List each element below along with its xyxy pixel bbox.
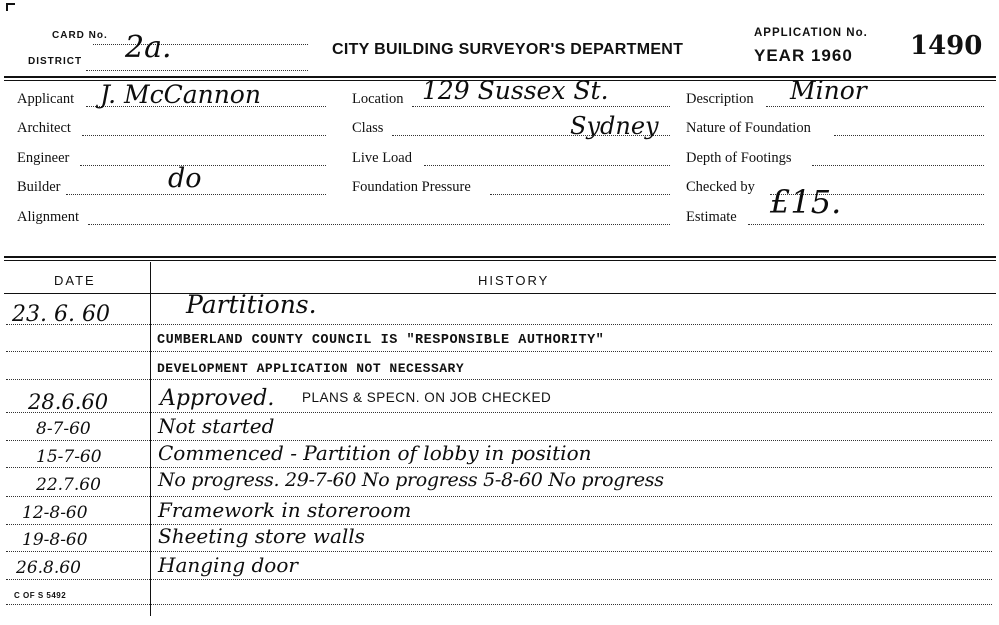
foundation-pressure-label: Foundation Pressure bbox=[352, 179, 471, 195]
history-date: 15-7-60 bbox=[36, 447, 102, 467]
applicant-value: J. McCannon bbox=[100, 80, 261, 109]
class-value: Sydney bbox=[570, 112, 659, 140]
description-label: Description bbox=[686, 91, 754, 107]
date-column-divider bbox=[150, 262, 151, 616]
checked-by-label: Checked by bbox=[686, 179, 755, 195]
history-date: 23. 6. 60 bbox=[12, 302, 110, 327]
year-label: YEAR 1960 bbox=[754, 46, 853, 65]
history-entry-handwritten: Hanging door bbox=[158, 553, 298, 577]
corner-mark-vertical bbox=[6, 3, 8, 11]
section-rule-top bbox=[4, 256, 996, 258]
history-date: 12-8-60 bbox=[22, 503, 88, 523]
live-load-label: Live Load bbox=[352, 150, 412, 166]
form-code: C OF S 5492 bbox=[14, 591, 67, 600]
class-label: Class bbox=[352, 120, 384, 136]
history-entry-handwritten: Not started bbox=[158, 414, 275, 438]
history-date: 22.7.60 bbox=[36, 475, 101, 495]
history-row-line bbox=[6, 351, 992, 352]
date-column-header: DATE bbox=[54, 273, 96, 288]
application-number: 1490 bbox=[910, 31, 983, 61]
live-load-line bbox=[424, 165, 670, 166]
history-entry-handwritten: Framework in storeroom bbox=[158, 498, 412, 522]
history-entry-typed: DEVELOPMENT APPLICATION NOT NECESSARY bbox=[157, 361, 465, 376]
history-date: 26.8.60 bbox=[16, 558, 81, 578]
history-row-line bbox=[6, 604, 992, 605]
estimate-line bbox=[748, 224, 984, 225]
estimate-value: £15. bbox=[770, 183, 842, 221]
applicant-label: Applicant bbox=[17, 91, 75, 107]
depth-of-footings-label: Depth of Footings bbox=[686, 150, 792, 166]
architect-line bbox=[82, 135, 326, 136]
depth-of-footings-line bbox=[812, 165, 984, 166]
estimate-label: Estimate bbox=[686, 209, 737, 225]
history-entry-handwritten: Approved. bbox=[160, 386, 275, 411]
history-column-header: HISTORY bbox=[478, 273, 550, 288]
architect-label: Architect bbox=[17, 120, 71, 136]
card-no-value: 2a. bbox=[125, 30, 172, 65]
history-row-line bbox=[6, 579, 992, 580]
history-entry-handwritten: No progress. 29-7-60 No progress 5-8-60 No progress bbox=[158, 469, 664, 491]
builder-line bbox=[66, 194, 326, 195]
history-row-line bbox=[6, 524, 992, 525]
department-title: CITY BUILDING SURVEYOR'S DEPARTMENT bbox=[332, 41, 684, 58]
district-line bbox=[86, 70, 308, 71]
history-row-line bbox=[6, 467, 992, 468]
location-label: Location bbox=[352, 91, 404, 107]
history-row-line bbox=[6, 324, 992, 325]
history-entry-typed: PLANS & SPECN. ON JOB CHECKED bbox=[302, 390, 552, 405]
history-date: 19-8-60 bbox=[22, 530, 88, 550]
history-entry-typed: CUMBERLAND COUNTY COUNCIL IS "RESPONSIBLE AUTHORITY" bbox=[157, 333, 605, 348]
location-value: 129 Sussex St. bbox=[422, 76, 609, 105]
history-header-rule bbox=[4, 293, 996, 294]
history-row-line bbox=[6, 496, 992, 497]
history-entry-handwritten: Commenced - Partition of lobby in position bbox=[158, 441, 592, 465]
history-row-line bbox=[6, 379, 992, 380]
history-date: 8-7-60 bbox=[36, 419, 91, 439]
foundation-pressure-line bbox=[490, 194, 670, 195]
history-date: 28.6.60 bbox=[28, 390, 109, 414]
builder-label: Builder bbox=[17, 179, 61, 195]
builder-value: do bbox=[168, 163, 202, 194]
engineer-line bbox=[80, 165, 326, 166]
section-rule-bottom bbox=[4, 260, 996, 261]
description-value: Minor bbox=[790, 76, 867, 105]
alignment-line bbox=[88, 224, 670, 225]
history-row-line bbox=[6, 551, 992, 552]
engineer-label: Engineer bbox=[17, 150, 70, 166]
history-entry-handwritten: Partitions. bbox=[186, 290, 317, 319]
application-no-label: APPLICATION No. bbox=[754, 27, 868, 39]
location-line bbox=[412, 106, 670, 107]
alignment-label: Alignment bbox=[17, 209, 80, 225]
history-row-line bbox=[6, 412, 992, 413]
card-no-label: CARD No. bbox=[52, 30, 108, 41]
nature-of-foundation-line bbox=[834, 135, 984, 136]
nature-of-foundation-label: Nature of Foundation bbox=[686, 120, 811, 136]
history-entry-handwritten: Sheeting store walls bbox=[158, 524, 365, 548]
description-line bbox=[766, 106, 984, 107]
district-label: DISTRICT bbox=[28, 56, 83, 67]
